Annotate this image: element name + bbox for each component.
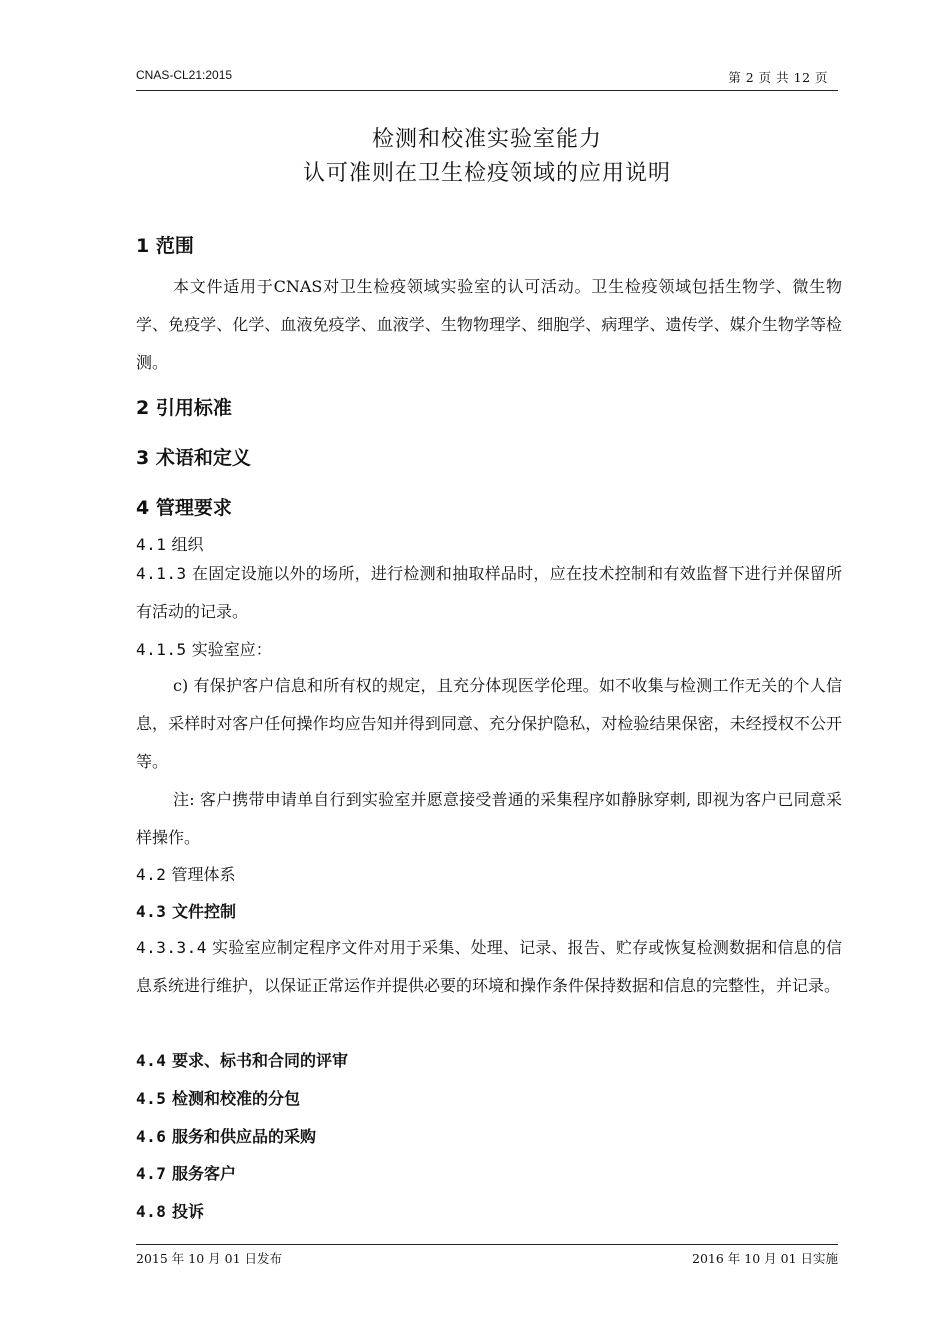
clause-number: 4.3.3.4	[136, 938, 207, 957]
section-4-5-heading	[136, 1086, 300, 1109]
section-2-heading: 2 引用标准	[136, 397, 232, 419]
section-4-2-heading	[136, 862, 236, 885]
section-4-7-heading	[136, 1161, 236, 1184]
section-4-4-heading	[136, 1048, 348, 1071]
section-number: 4.5	[136, 1089, 167, 1108]
clause-4-1-5	[136, 631, 842, 669]
section-title: 投诉	[166, 1202, 204, 1221]
effective-date: 2016 年 10 月 01 日实施	[692, 1251, 838, 1266]
section-4-1-heading	[136, 532, 204, 555]
publish-date: 2015 年 10 月 01 日发布	[136, 1251, 282, 1266]
section-3-heading: 3 术语和定义	[136, 447, 251, 469]
section-title: 要求、标书和合同的评审	[166, 1051, 348, 1070]
page-footer	[136, 1244, 838, 1269]
section-number: 4.3	[136, 902, 167, 921]
clause-number: 4.1.5	[136, 640, 187, 659]
section-title: 检测和校准的分包	[166, 1089, 300, 1108]
section-number: 4.6	[136, 1127, 167, 1146]
doc-title-line2: 认可准则在卫生检疫领域的应用说明	[302, 161, 671, 186]
doc-id: CNAS-CL21:2015	[136, 68, 233, 82]
section-title: 文件控制	[166, 902, 236, 921]
doc-title-line1: 检测和校准实验室能力	[371, 127, 602, 152]
section-1-heading: 1 范围	[136, 235, 194, 257]
section-4-heading: 4 管理要求	[136, 497, 232, 519]
clause-text: 实验室应制定程序文件对用于采集、处理、记录、报告、贮存或恢复检测数据和信息的信息系统进行维护，以保证正常运作并提供必要的环境和操作条件保持数据和信息的完整性，并记录。	[136, 938, 842, 995]
section-number: 4.1	[136, 535, 167, 554]
section-number: 4.4	[136, 1051, 167, 1070]
section-number: 4.8	[136, 1202, 167, 1221]
section-title: 服务和供应品的采购	[166, 1127, 316, 1146]
clause-text: 实验室应：	[186, 640, 272, 659]
section-4-3-heading	[136, 899, 236, 922]
clause-4-1-3	[136, 555, 842, 631]
section-title: 管理体系	[166, 865, 236, 884]
page-header	[136, 68, 838, 91]
section-title: 服务客户	[166, 1164, 236, 1183]
clause-text: 在固定设施以外的场所，进行检测和抽取样品时，应在技术控制和有效监督下进行并保留所有活动的记录。	[136, 564, 842, 621]
clause-4-3-3-4	[136, 929, 842, 1005]
section-number: 4.7	[136, 1164, 167, 1183]
note-paragraph: 注: 客户携带申请单自行到实验室并愿意接受普通的采集程序如静脉穿刺, 即视为客户已同意采样操作。	[136, 790, 842, 847]
page-number: 第 2 页 共 12 页	[728, 70, 828, 85]
section-title: 组织	[166, 535, 204, 554]
section-number: 4.2	[136, 865, 167, 884]
section-4-8-heading	[136, 1199, 204, 1222]
list-item-c: c) 有保护客户信息和所有权的规定，且充分体现医学伦理。如不收集与检测工作无关的个人信息，采样时对客户任何操作均应告知并得到同意、充分保护隐私，对检验结果保密，未经授权不公开等。	[136, 676, 842, 771]
section-1-body: 本文件适用于CNAS对卫生检疫领域实验室的认可活动。卫生检疫领域包括生物学、微生物学、免疫学、化学、血液免疫学、血液学、生物物理学、细胞学、病理学、遗传学、媒介生物学等检测。	[136, 277, 842, 372]
section-4-6-heading	[136, 1124, 316, 1147]
clause-number: 4.1.3	[136, 564, 187, 583]
